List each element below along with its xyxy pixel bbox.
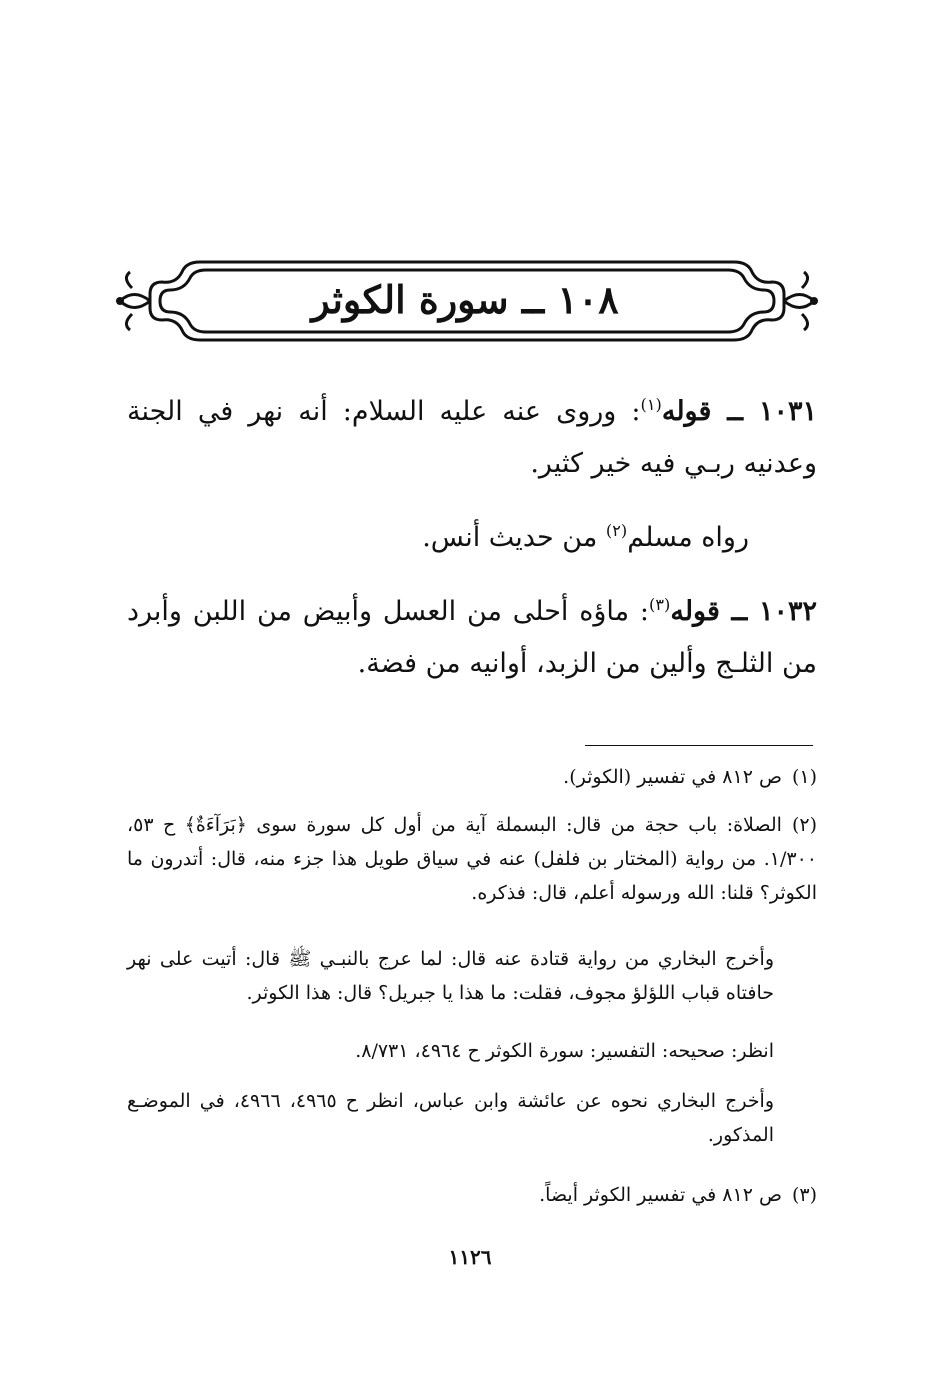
footnote-ref[interactable]: (١)	[640, 395, 662, 414]
footnote-number: (١)	[791, 766, 817, 788]
entry-1032	[127, 586, 817, 690]
surah-title: ١٠٨ ــ سورة الكوثر	[311, 277, 619, 322]
entry-lead: ١٠٣١ ــ قوله	[661, 396, 817, 427]
footnote-2-continued-c	[127, 1084, 774, 1152]
footnote-divider	[585, 745, 813, 746]
footnote-3	[127, 1178, 817, 1212]
footnote-ref[interactable]: (٣)	[648, 595, 671, 614]
footnote-2-continued-b	[127, 1034, 774, 1068]
footnote-2	[127, 808, 817, 910]
footnote-text: ص ٨١٢ في تفسير الكوثر أيضاً.	[539, 1184, 782, 1206]
footnote-text: الصلاة: باب حجة من قال: البسملة آية من أول كل سورة سوى ﴿بَرَآءَةٌ﴾ ح ٥٣، ١/٣٠٠. من رواية (المختار بن فلفل) عنه في سياق طويل هذا جزء منه، قال: أتدرون ما الكوثر؟ قلنا: الله ورسوله أعلم، قال: فذكره.	[127, 814, 817, 904]
entry-1031	[127, 386, 817, 490]
footnote-text: ص ٨١٢ في تفسير (الكوثر).	[563, 766, 782, 788]
footnote-text: وأخرج البخاري من رواية قتادة عنه قال: لما عرج بالنبـي ﷺ قال: أتيت على نهر حافتاه قباب اللؤلؤ مجوف، فقلت: ما هذا يا جبريل؟ قال: هذا الكوثر.	[127, 948, 774, 1004]
footnote-1	[127, 760, 817, 794]
entry-text: : ماؤه أحلى من العسل وأبيض من اللبن وأبرد من الثلـج وألين من الزبد، أوانيه من فضة.	[127, 596, 817, 679]
entry-narration	[149, 512, 749, 564]
footnote-number: (٣)	[791, 1184, 817, 1206]
footnote-text: انظر: صحيحه: التفسير: سورة الكوثر ح ٤٩٦٤، ٨/٧٣١.	[355, 1040, 774, 1062]
footnote-2-continued-a	[127, 942, 774, 1010]
entry-lead: ١٠٣٢ ــ قوله	[670, 596, 817, 627]
footnote-ref[interactable]: (٢)	[605, 521, 628, 540]
footnote-text: وأخرج البخاري نحوه عن عائشة وابن عباس، انظر ح ٤٩٦٥، ٤٩٦٦، في الموضـع المذكور.	[127, 1090, 774, 1146]
entry-text: من حديث أنس.	[422, 522, 606, 553]
page-number: ١١٢٦	[448, 1245, 492, 1269]
entry-lead: رواه مسلم	[627, 522, 749, 553]
entry-text: : وروى عنه عليه السلام: أنه نهر في الجنة وعدنيه ربـي فيه خير كثير.	[127, 396, 817, 479]
footnote-number: (٢)	[791, 814, 817, 836]
